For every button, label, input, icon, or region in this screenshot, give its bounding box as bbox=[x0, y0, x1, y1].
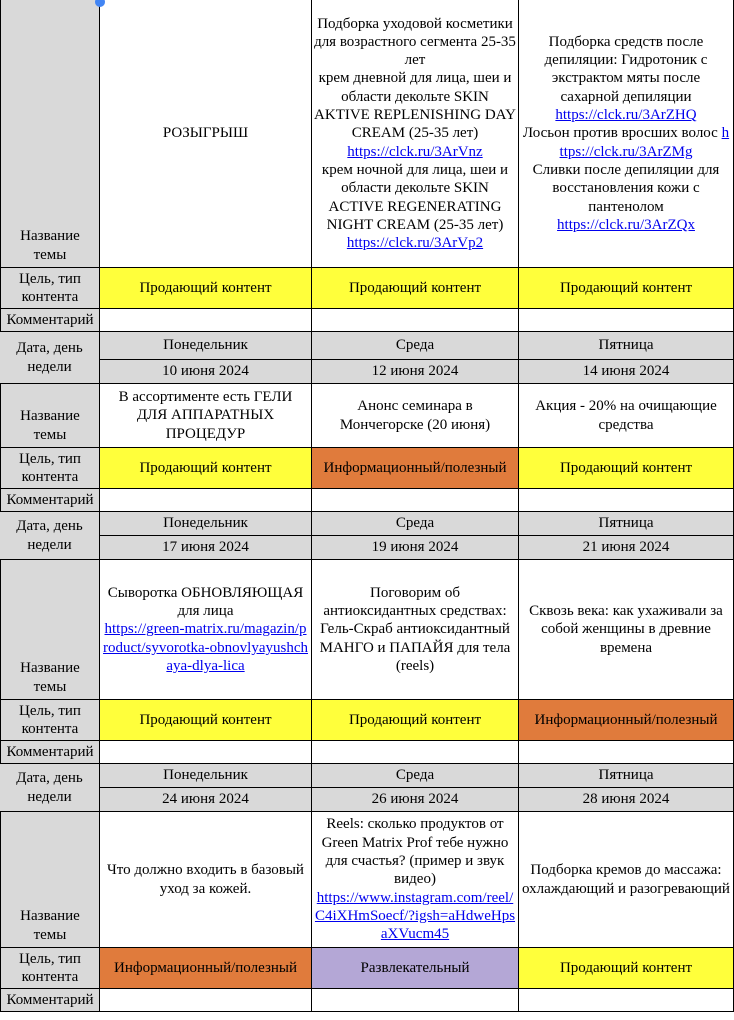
goal-cell-w2-wed[interactable]: Информационный/полезный bbox=[312, 448, 519, 489]
goal-row-w4 bbox=[0, 948, 734, 989]
topic-text: Сыворотка ОБНОВЛЯЮЩАЯ для лица bbox=[107, 584, 304, 620]
topic-link[interactable]: https://www.instagram.com/reel/C4iXHmSoecf/?igsh=aHdweHpsaXVucm45 bbox=[314, 889, 516, 943]
row-label-comment: Комментарий bbox=[0, 989, 100, 1012]
row-label-comment: Комментарий bbox=[0, 741, 100, 764]
date-cell-w3-wed: 19 июня 2024 bbox=[312, 536, 519, 560]
date-block-w3 bbox=[0, 512, 734, 560]
comment-row-w2 bbox=[0, 489, 734, 512]
goal-cell-w1-mon[interactable]: Продающий контент bbox=[100, 268, 312, 309]
date-cell-w2-fri: 14 июня 2024 bbox=[519, 360, 734, 384]
day-cell-w2-mon: Понедельник bbox=[100, 332, 312, 360]
comment-cell-w2-wed[interactable] bbox=[312, 489, 519, 512]
row-label-date: Дата, день недели bbox=[0, 512, 100, 560]
topic-text: В ассортименте есть ГЕЛИ ДЛЯ АППАРАТНЫХ ПРОЦЕДУР bbox=[118, 389, 293, 442]
goal-cell-w1-wed[interactable]: Продающий контент bbox=[312, 268, 519, 309]
date-block-w4 bbox=[0, 764, 734, 812]
topic-link[interactable]: https://clck.ru/3ArVp2 bbox=[346, 235, 484, 252]
topic-text: Подборка уходовой косметики для возрастного сегмента 25-35 лет bbox=[314, 15, 516, 69]
row-label-topic: Название темы bbox=[0, 0, 100, 268]
row-label-topic: Название темы bbox=[0, 812, 100, 948]
goal-cell-w4-wed[interactable]: Развлекательный bbox=[312, 948, 519, 989]
goal-cell-w3-mon[interactable]: Продающий контент bbox=[100, 700, 312, 741]
topic-link[interactable]: https://clck.ru/3ArVnz bbox=[347, 143, 483, 160]
topic-text: РОЗЫГРЫШ bbox=[162, 125, 249, 142]
topic-cell-w2-fri[interactable] bbox=[519, 384, 734, 448]
comment-row-w4 bbox=[0, 989, 734, 1012]
goal-cell-w2-mon[interactable]: Продающий контент bbox=[100, 448, 312, 489]
date-cell-w2-wed: 12 июня 2024 bbox=[312, 360, 519, 384]
row-label-goal: Цель, тип контента bbox=[0, 268, 100, 309]
comment-cell-w2-mon[interactable] bbox=[100, 489, 312, 512]
row-label-goal: Цель, тип контента bbox=[0, 448, 100, 489]
day-cell-w3-mon: Понедельник bbox=[100, 512, 312, 536]
comment-cell-w3-wed[interactable] bbox=[312, 741, 519, 764]
row-label-comment: Комментарий bbox=[0, 489, 100, 512]
goal-row-w1 bbox=[0, 268, 734, 309]
goal-row-w3 bbox=[0, 700, 734, 741]
row-label-goal: Цель, тип контента bbox=[0, 948, 100, 989]
goal-cell-w4-mon[interactable]: Информационный/полезный bbox=[100, 948, 312, 989]
topic-text: Подборка средств после депиляции: Гидротоник с экстрактом мяты после сахарной депиляции bbox=[544, 33, 708, 105]
row-label-comment: Комментарий bbox=[0, 309, 100, 332]
topic-cell-w1-wed[interactable] bbox=[312, 0, 519, 268]
row-label-topic: Название темы bbox=[0, 384, 100, 448]
row-label-date: Дата, день недели bbox=[0, 332, 100, 384]
comment-cell-w1-wed[interactable] bbox=[312, 309, 519, 332]
topic-text: Сквозь века: как ухаживали за собой женщины в древние времена bbox=[529, 603, 723, 656]
day-cell-w3-wed: Среда bbox=[312, 512, 519, 536]
goal-cell-w3-wed[interactable]: Продающий контент bbox=[312, 700, 519, 741]
comment-cell-w3-fri[interactable] bbox=[519, 741, 734, 764]
comment-cell-w1-mon[interactable] bbox=[100, 309, 312, 332]
row-label-date: Дата, день недели bbox=[0, 764, 100, 812]
goal-cell-w4-fri[interactable]: Продающий контент bbox=[519, 948, 734, 989]
topic-text: Что должно входить в базовый уход за кожей. bbox=[107, 862, 304, 897]
date-cell-w2-mon: 10 июня 2024 bbox=[100, 360, 312, 384]
date-cell-w3-mon: 17 июня 2024 bbox=[100, 536, 312, 560]
topic-row-w1 bbox=[0, 0, 734, 268]
topic-cell-w4-mon[interactable] bbox=[100, 812, 312, 948]
topic-cell-w1-mon[interactable] bbox=[100, 0, 312, 268]
comment-cell-w4-mon[interactable] bbox=[100, 989, 312, 1012]
topic-cell-w4-wed[interactable] bbox=[312, 812, 519, 948]
topic-text: Анонс семинара в Мончегорске (20 июня) bbox=[339, 398, 491, 433]
date-cell-w4-mon: 24 июня 2024 bbox=[100, 788, 312, 812]
topic-link[interactable]: https://clck.ru/3ArZMg bbox=[559, 125, 730, 160]
topic-text: Поговорим об антиоксидантных средствах: Гель-Скраб антиоксидантный МАНГО и ПАПАЙЯ для тела (reels) bbox=[319, 584, 511, 674]
topic-row-w2 bbox=[0, 384, 734, 448]
row-label-goal: Цель, тип контента bbox=[0, 700, 100, 741]
comment-row-w3 bbox=[0, 741, 734, 764]
topic-cell-w4-fri[interactable] bbox=[519, 812, 734, 948]
goal-cell-w1-fri[interactable]: Продающий контент bbox=[519, 268, 734, 309]
topic-text: крем ночной для лица, шеи и области декольте SKIN ACTIVE REGENERATING NIGHT CREAM (25-35 лет) bbox=[321, 161, 509, 233]
comment-cell-w4-wed[interactable] bbox=[312, 989, 519, 1012]
topic-link[interactable]: https://clck.ru/3ArZQx bbox=[557, 216, 695, 233]
goal-cell-w3-fri[interactable]: Информационный/полезный bbox=[519, 700, 734, 741]
comment-row-w1 bbox=[0, 309, 734, 332]
day-cell-w4-mon: Понедельник bbox=[100, 764, 312, 788]
day-cell-w4-wed: Среда bbox=[312, 764, 519, 788]
topic-text: Reels: сколько продуктов от Green Matrix Prof тебе нужно для счастья? (пример и звук видео) bbox=[321, 816, 509, 888]
row-label-topic: Название темы bbox=[0, 560, 100, 700]
comment-cell-w3-mon[interactable] bbox=[100, 741, 312, 764]
day-cell-w2-wed: Среда bbox=[312, 332, 519, 360]
comment-cell-w1-fri[interactable] bbox=[519, 309, 734, 332]
topic-cell-w3-fri[interactable] bbox=[519, 560, 734, 700]
topic-link[interactable]: https://clck.ru/3ArZHQ bbox=[555, 107, 697, 124]
topic-text: Сливки после депиляции для восстановления кожи с пантенолом bbox=[532, 161, 720, 215]
topic-link[interactable]: https://green-matrix.ru/magazin/product/syvorotka-obnovlyayushchaya-dlya-lica bbox=[103, 621, 308, 674]
topic-text: Акция - 20% на очищающие средства bbox=[535, 398, 717, 433]
date-cell-w4-wed: 26 июня 2024 bbox=[312, 788, 519, 812]
topic-cell-w2-wed[interactable] bbox=[312, 384, 519, 448]
topic-cell-w2-mon[interactable] bbox=[100, 384, 312, 448]
topic-text: Лосьон против вросших волос bbox=[522, 125, 722, 142]
topic-text: крем дневной для лица, шеи и области декольте SKIN AKTIVE REPLENISHING DAY CREAM (25-35 лет) bbox=[314, 70, 516, 142]
topic-row-w4 bbox=[0, 812, 734, 948]
topic-cell-w1-fri[interactable] bbox=[519, 0, 734, 268]
goal-cell-w2-fri[interactable]: Продающий контент bbox=[519, 448, 734, 489]
topic-cell-w3-mon[interactable] bbox=[100, 560, 312, 700]
day-cell-w3-fri: Пятница bbox=[519, 512, 734, 536]
topic-row-w3 bbox=[0, 560, 734, 700]
topic-cell-w3-wed[interactable] bbox=[312, 560, 519, 700]
date-cell-w4-fri: 28 июня 2024 bbox=[519, 788, 734, 812]
day-cell-w4-fri: Пятница bbox=[519, 764, 734, 788]
day-cell-w2-fri: Пятница bbox=[519, 332, 734, 360]
topic-text: Подборка кремов до массажа: охлаждающий и разогревающий bbox=[522, 862, 730, 897]
date-cell-w3-fri: 21 июня 2024 bbox=[519, 536, 734, 560]
comment-cell-w4-fri[interactable] bbox=[519, 989, 734, 1012]
comment-cell-w2-fri[interactable] bbox=[519, 489, 734, 512]
goal-row-w2 bbox=[0, 448, 734, 489]
date-block-w2 bbox=[0, 332, 734, 384]
